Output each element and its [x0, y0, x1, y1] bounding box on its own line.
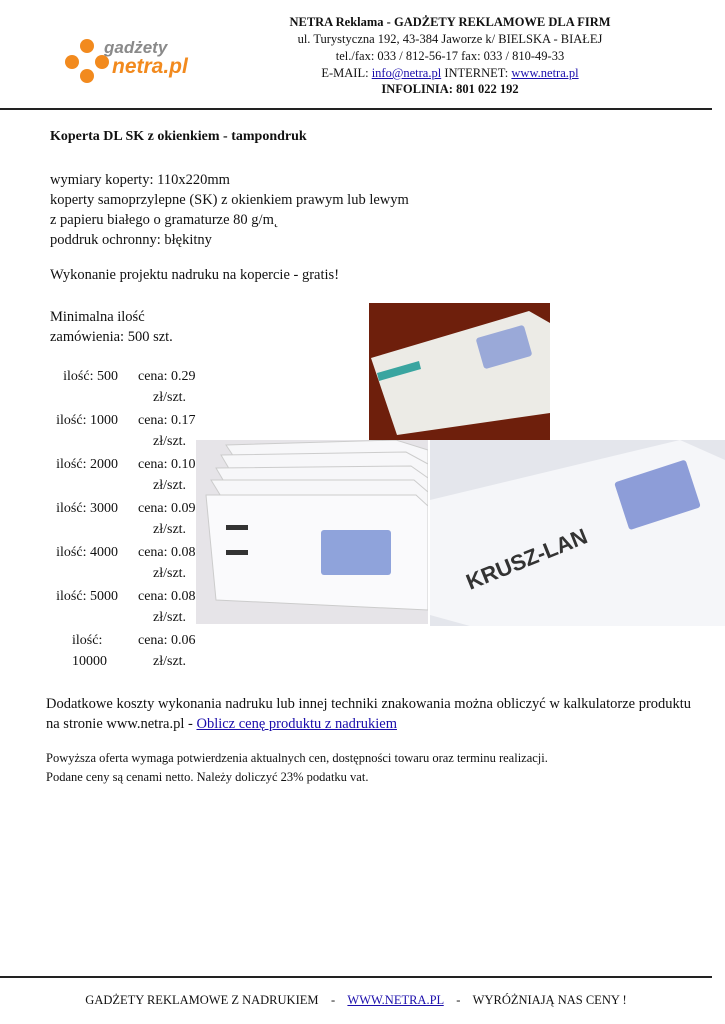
extra-costs: Dodatkowe koszty wykonania nadruku lub innej techniki znakowania można obliczyć w kalkulatorze produktu na stronie www.netra.pl - Oblicz cenę produktu z nadrukiem — [46, 696, 692, 732]
logo-text-gadzety: gadżety — [104, 38, 168, 57]
spec-dimensions: wymiary koperty: 110x220mm — [50, 172, 230, 188]
footer-divider — [0, 976, 712, 978]
header-divider — [0, 108, 712, 110]
product-title: Koperta DL SK z okienkiem - tampondruk — [50, 129, 307, 144]
envelope-photo-stack — [196, 440, 428, 624]
spec-paper: z papieru białego o gramaturze 80 g/m˛ — [50, 212, 279, 228]
email-link[interactable]: info@netra.pl — [371, 66, 442, 80]
price-calculator-link[interactable]: Oblicz cenę produktu z nadrukiem — [196, 716, 397, 732]
company-contact: E-MAIL: info@netra.pl INTERNET: www.netra.pl — [321, 66, 579, 80]
spec-security-print: poddruk ochronny: błękitny — [50, 232, 212, 248]
krusz-lan-logo: KRUSZ-LAN — [462, 523, 591, 595]
logo-text-netra: netra.pl — [112, 55, 188, 78]
project-note: Wykonanie projektu nadruku na kopercie - gratis! — [50, 267, 340, 283]
company-phone: tel./fax: 033 / 812-56-17 fax: 033 / 810-49-33 — [335, 49, 565, 63]
infoline: INFOLINIA: 801 022 192 — [381, 82, 519, 96]
envelope-photo-kruszlan — [430, 440, 725, 626]
offer-note: Powyższa oferta wymaga potwierdzenia aktualnych cen, dostępności towaru oraz terminu realizacji. — [46, 751, 548, 765]
envelope-photo-brown — [369, 303, 550, 440]
vat-note: Podane ceny są cenami netto. Należy doliczyć 23% podatku vat. — [46, 770, 369, 784]
website-link[interactable]: www.netra.pl — [511, 66, 579, 80]
min-order-line1: Minimalna ilość — [50, 309, 145, 325]
footer: GADŻETY REKLAMOWE Z NADRUKIEM - WWW.NETRA.PL - WYRÓŻNIAJĄ NAS CENY ! — [85, 993, 627, 1007]
company-name: NETRA Reklama - GADŻETY REKLAMOWE DLA FIRM — [289, 15, 611, 29]
spec-closure: koperty samoprzylepne (SK) z okienkiem prawym lub lewym — [50, 192, 409, 208]
footer-website-link[interactable]: WWW.NETRA.PL — [347, 993, 444, 1007]
company-address: ul. Turystyczna 192, 43-384 Jaworze k/ BIELSKA - BIAŁEJ — [297, 32, 603, 46]
min-order-line2: zamówienia: 500 szt. — [50, 329, 173, 345]
